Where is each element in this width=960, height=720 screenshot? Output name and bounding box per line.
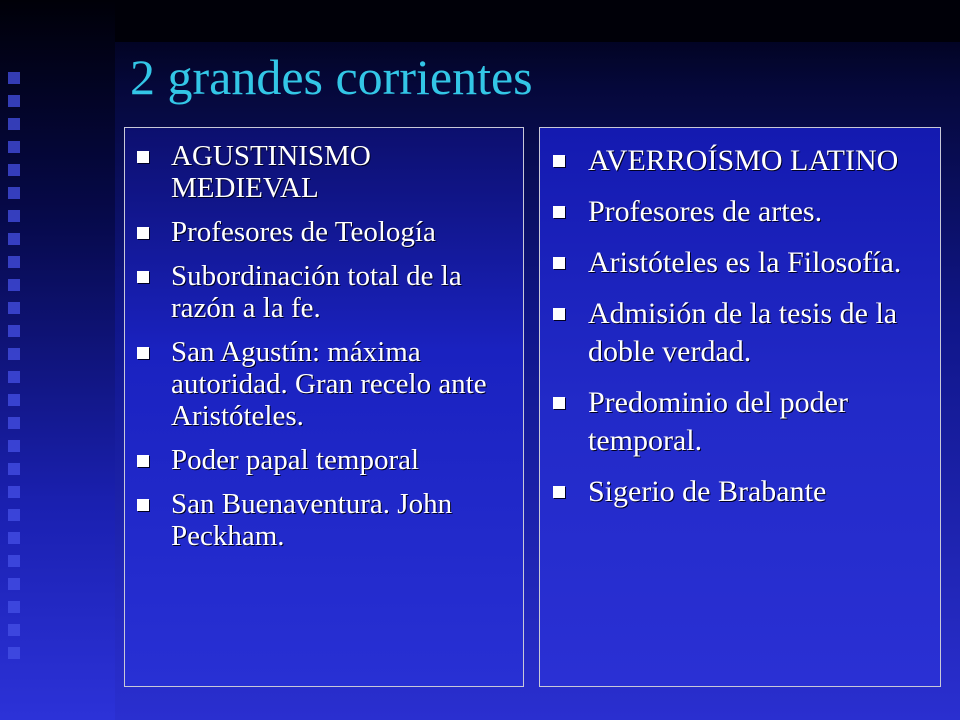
list-item-text: Predominio del poder temporal. [588,386,848,457]
square-bullet-icon [137,227,149,239]
decorative-left-strip [0,0,115,720]
slide-title: 2 grandes corrientes [130,49,533,105]
decorative-square [8,118,20,130]
list-item-text: Admisión de la tesis de la doble verdad. [588,297,898,368]
list-item-text: Poder papal temporal [171,444,420,476]
decorative-square [8,624,20,636]
list-item-text: AGUSTINISMO MEDIEVAL [171,140,371,204]
list-item [588,384,924,460]
decorative-square [8,302,20,314]
list-item-text: Subordinación total de la razón a la fe. [171,260,462,324]
decorative-square [8,233,20,245]
left-bullet-list [125,128,523,552]
right-bullet-list [540,128,940,511]
decorative-square [8,348,20,360]
square-bullet-icon [553,155,565,167]
square-bullet-icon [553,206,565,218]
list-item [588,142,924,180]
list-item [171,140,509,204]
decorative-square [8,325,20,337]
decorative-square [8,95,20,107]
square-bullet-icon [137,151,149,163]
decorative-square [8,601,20,613]
decorative-square [8,440,20,452]
list-item [171,488,509,552]
square-bullet-icon [553,308,565,320]
decorative-square [8,164,20,176]
list-item-text: San Buenaventura. John Peckham. [171,488,453,552]
top-dark-band [115,0,960,42]
square-bullet-icon [553,397,565,409]
list-item [171,444,509,476]
list-item [588,473,924,511]
square-bullet-icon [137,271,149,283]
decorative-square [8,371,20,383]
square-bullet-icon [137,347,149,359]
list-item [588,295,924,371]
decorative-square [8,141,20,153]
list-item [588,244,924,282]
decorative-square [8,486,20,498]
decorative-square [8,394,20,406]
decorative-square [8,279,20,291]
list-item-text: San Agustín: máxima autoridad. Gran recelo ante Aristóteles. [171,336,487,432]
decorative-square [8,578,20,590]
decorative-square [8,210,20,222]
decorative-square [8,417,20,429]
list-item-text: AVERROÍSMO LATINO [588,144,899,177]
list-item-text: Profesores de artes. [588,195,823,228]
decorative-square [8,555,20,567]
list-item-text: Sigerio de Brabante [588,475,827,508]
decorative-square [8,647,20,659]
decorative-square [8,187,20,199]
square-bullet-icon [137,455,149,467]
list-item [171,336,509,432]
list-item [588,193,924,231]
right-column-panel [539,127,941,687]
left-column-panel [124,127,524,687]
square-bullet-icon [137,499,149,511]
list-item-text: Aristóteles es la Filosofía. [588,246,902,279]
decorative-square [8,256,20,268]
list-item [171,216,509,248]
decorative-square [8,509,20,521]
decorative-square [8,463,20,475]
list-item [171,260,509,324]
list-item-text: Profesores de Teología [171,216,436,248]
decorative-square [8,532,20,544]
square-bullet-icon [553,257,565,269]
decorative-square [8,72,20,84]
square-bullet-icon [553,486,565,498]
